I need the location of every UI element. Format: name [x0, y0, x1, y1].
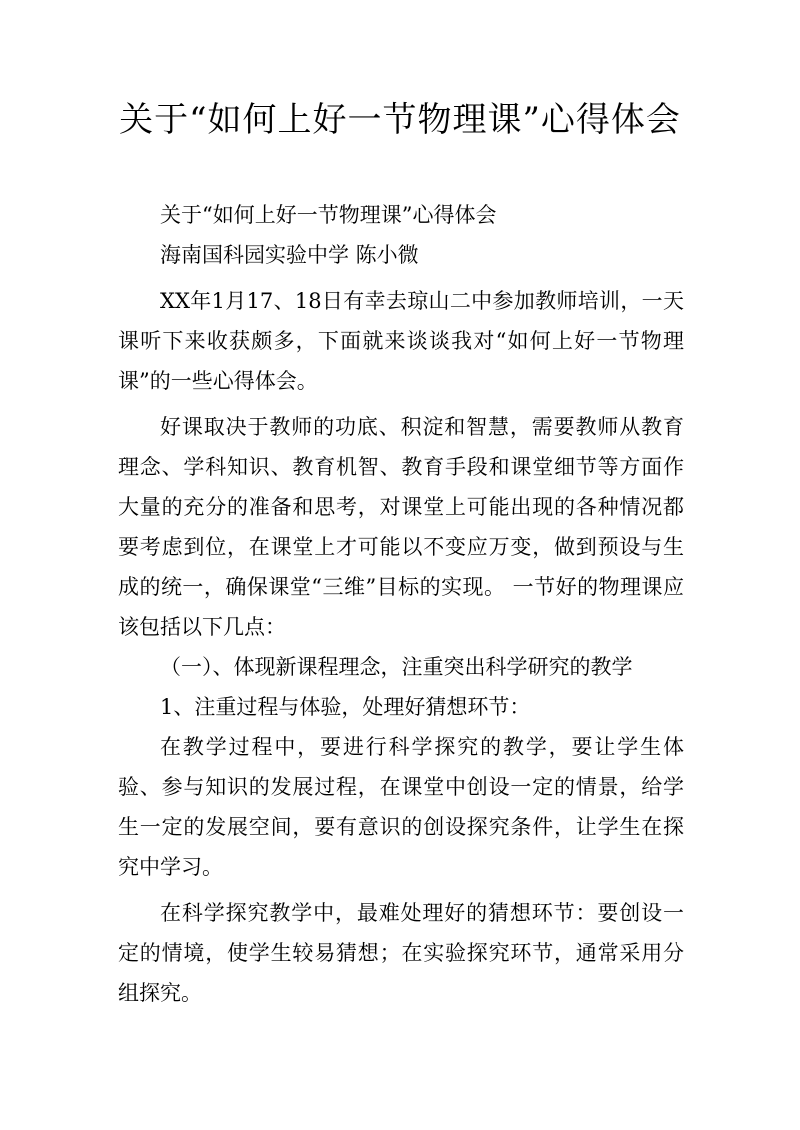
document-title: 关于“如何上好一节物理课”心得体会	[119, 100, 681, 140]
paragraph-subtitle: 关于“如何上好一节物理课”心得体会	[160, 203, 497, 227]
section-heading-1: （一）、体现新课程理念，注重突出科学研究的教学	[160, 655, 633, 679]
subsection-heading-1: 1、注重过程与体验，处理好猜想环节：	[160, 695, 531, 719]
paragraph-teaching-process: 在教学过程中，要进行科学探究的教学，要让学生体验、参与知识的发展过程，在课堂中创设一定的情景，给学生一定的发展空间，要有意识的创设探究条件，让学生在探究中学习。	[118, 735, 684, 879]
paragraph-inquiry: 在科学探究教学中，最难处理好的猜想环节：要创设一定的情境，使学生较易猜想；在实验探究环节，通常采用分组探究。	[118, 901, 684, 1005]
document-body	[118, 195, 684, 1013]
paragraph-intro: XX年1月17、18日有幸去琼山二中参加教师培训，一天课听下来收获颇多，下面就来谈谈我对“如何上好一节物理课”的一些心得体会。	[118, 289, 684, 393]
paragraph-good-lesson: 好课取决于教师的功底、积淀和智慧，需要教师从教育理念、学科知识、教育机智、教育手段和课堂细节等方面作大量的充分的准备和思考，对课堂上可能出现的各种情况都要考虑到位，在课堂上才可能以不变应万变，做到预设与生成的统一，确保课堂“三维”目标的实现。 一节好的物理课应该包括以下几点：	[118, 415, 684, 639]
paragraph-author: 海南国科园实验中学 陈小微	[160, 243, 419, 267]
